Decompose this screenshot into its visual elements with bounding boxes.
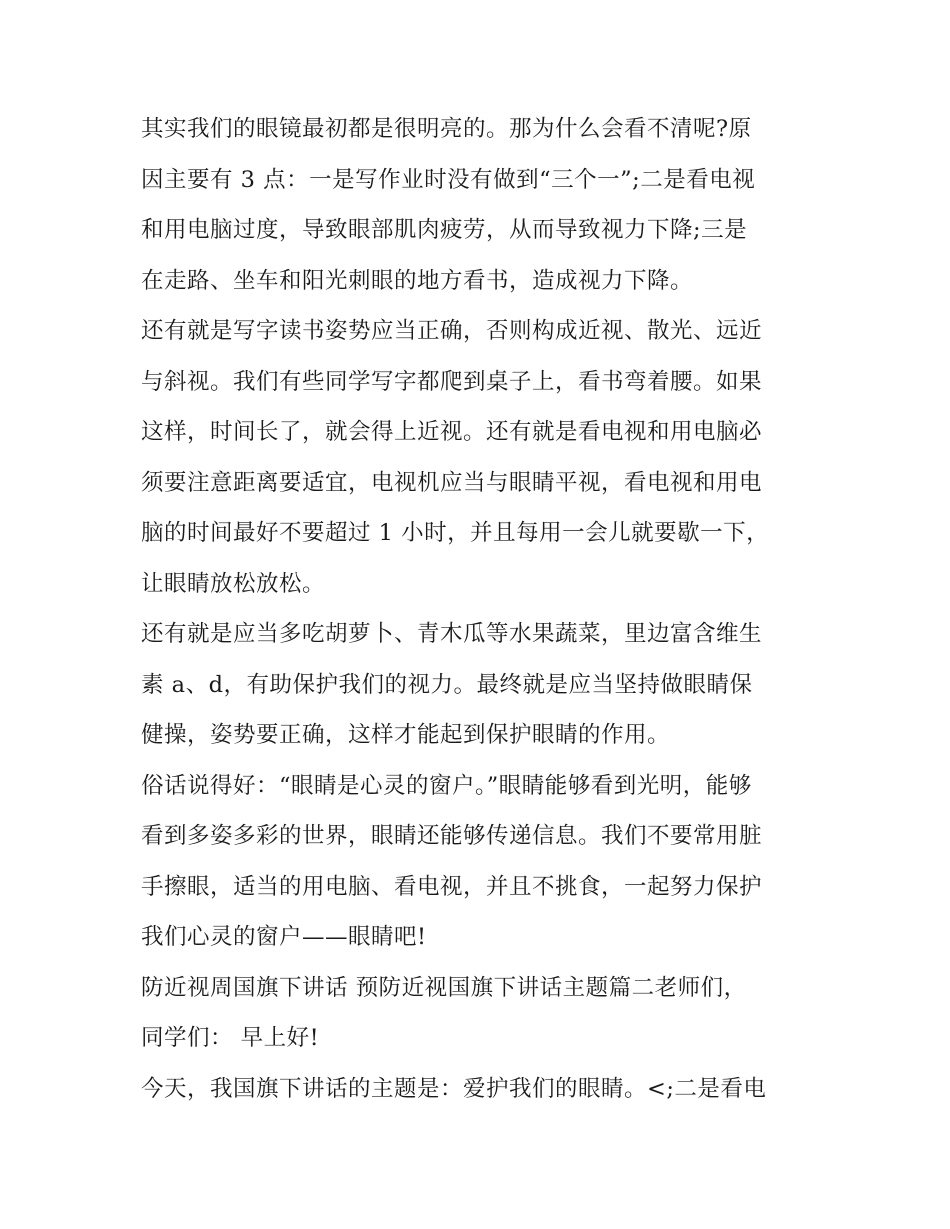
text-line: 今天，我国旗下讲话的主题是：爱护我们的眼睛。<;二是看电 — [141, 1075, 767, 1102]
text-line: 让眼睛放松放松。 — [141, 570, 326, 597]
text-line: 须要注意距离要适宜，电视机应当与眼睛平视，看电视和用电 — [141, 469, 763, 496]
text-line: 同学们： 早上好! — [141, 1025, 320, 1051]
text-line: 还有就是写字读书姿势应当正确，否则构成近视、散光、远近 — [141, 318, 763, 344]
text-line: 俗话说得好：“眼睛是心灵的窗户。”眼睛能够看到光明，能够 — [141, 772, 752, 799]
text-line: 与斜视。我们有些同学写字都爬到桌子上，看书弯着腰。如果 — [141, 368, 763, 395]
text-line: 在走路、坐车和阳光刺眼的地方看书，造成视力下降。 — [141, 267, 694, 294]
text-line: 其实我们的眼镜最初都是很明亮的。那为什么会看不清呢?原 — [141, 116, 752, 142]
text-line: 看到多姿多彩的世界，眼睛还能够传递信息。我们不要常用脏 — [141, 823, 763, 849]
text-line: 防近视周国旗下讲话 预防近视国旗下讲话主题篇二老师们， — [141, 974, 747, 1001]
text-line: 健操，姿势要正确，这样才能起到保护眼睛的作用。 — [141, 722, 671, 748]
text-line: 和用电脑过度，导致眼部肌肉疲劳，从而导致视力下降;三是 — [141, 217, 748, 243]
text-line: 我们心灵的窗户——眼睛吧! — [141, 924, 427, 950]
text-line: 手擦眼，适当的用电脑、看电视，并且不挑食，一起努力保护 — [141, 873, 763, 900]
text-line: 脑的时间最好不要超过 1 小时，并且每用一会儿就要歇一下， — [141, 520, 770, 546]
text-line: 还有就是应当多吃胡萝卜、青木瓜等水果蔬菜，里边富含维生 — [141, 621, 763, 647]
text-line: 素 a、d，有助保护我们的视力。最终就是应当坚持做眼睛保 — [141, 671, 753, 698]
text-line: 因主要有 3 点：一是写作业时没有做到“三个一”;二是看电视 — [141, 166, 756, 193]
document-body — [141, 108, 821, 1118]
text-line: 这样，时间长了，就会得上近视。还有就是看电视和用电脑必 — [141, 419, 763, 445]
